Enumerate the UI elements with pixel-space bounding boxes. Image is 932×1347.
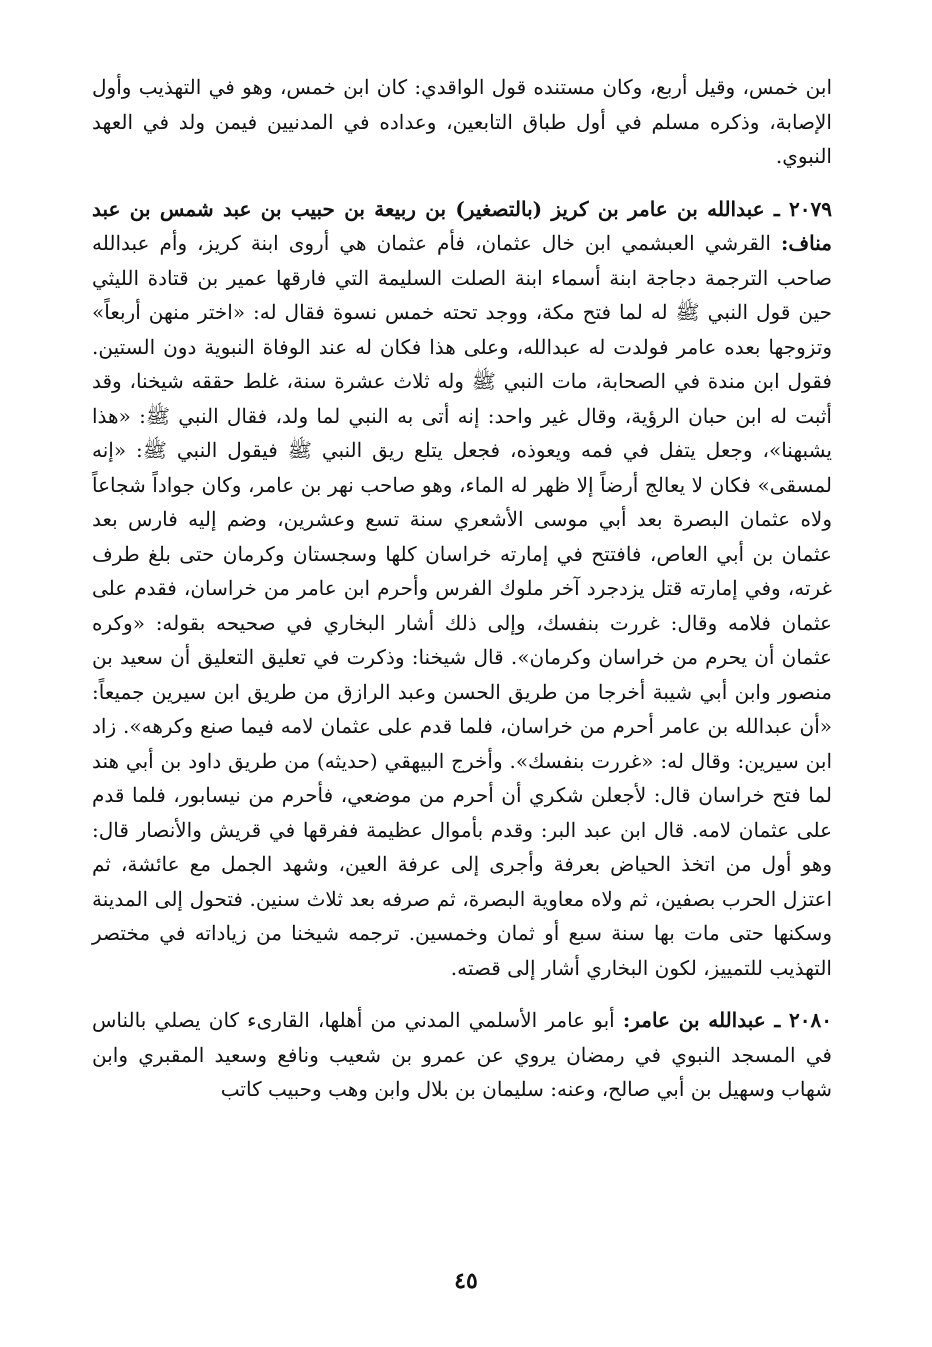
continuation-text: ابن خمس، وقيل أربع، وكان مستنده قول الواقدي: كان ابن خمس، وهو في التهذيب وأول الإصابة، وذكره مسلم في أول طباق التابعين، وعداده في المدنيين فيمن ولد في العهد النبوي. — [92, 75, 832, 168]
entry-2079-body: القرشي العبشمي ابن خال عثمان، فأم عثمان هي أروى ابنة كريز، وأم عبدالله صاحب الترجمة دجاجة ابنة أسماء ابنة الصلت السليمة التي فارقها عمير بن قتادة الليثي حين قول النبي ﷺ له لما فتح مكة، ووجد تحته خمس نسوة فقال له: «اختر منهن أربعاً» وتزوجها بعده عامر فولدت له عبدالله، وعلى هذا فكان له عند الوفاة النبوية دون الستين. فقول ابن مندة في الصحابة، مات النبي ﷺ وله ثلاث عشرة سنة، غلط حققه شيخنا، وقد أثبت له ابن حبان الرؤية، وقال غير واحد: إنه أتى به النبي لما ولد، فقال النبي ﷺ: «هذا يشبهنا»، وجعل يتفل في فمه ويعوذه، فجعل يتلع ريق النبي ﷺ فيقول النبي ﷺ: «إنه لمسقى» فكان لا يعالج أرضاً إلا ظهر له الماء، وهو صاحب نهر بن عامر، وكان جواداً شجاعاً ولاه عثمان البصرة بعد أبي موسى الأشعري سنة تسع وعشرين، وضم إليه فارس بعد عثمان بن أبي العاص، فافتتح في إمارته خراسان كلها وسجستان وكرمان حتى بلغ طرف غرته، وفي إمارته قتل يزدجرد آخر ملوك الفرس وأحرم ابن عامر من خراسان، فقدم على عثمان فلامه وقال: غررت بنفسك، وإلى ذلك أشار البخاري في صحيحه بقوله: «وكره عثمان أن يحرم من خراسان وكرمان». قال شيخنا: وذكرت في تعليق التعليق أن سعيد بن منصور وابن أبي شيبة أخرجا من طريق الحسن وعبد الرازق من طريق ابن سيرين جميعاً: «أن عبدالله بن عامر أحرم من خراسان، فلما قدم على عثمان لامه فيما صنع وكرهه». زاد ابن سيرين: وقال له: «غررت بنفسك». وأخرج البيهقي (حديثه) من طريق داود بن أبي هند لما فتح خراسان قال: لأجعلن شكري أن أحرم من موضعي، فأحرم من نيسابور، فلما قدم على عثمان لامه. قال ابن عبد البر: وقدم بأموال عظيمة ففرقها في قريش والأنصار قال: وهو أول من اتخذ الحياض بعرفة وأجرى إلى عرفة العين، وشهد الجمل مع عائشة، ثم اعتزل الحرب بصفين، ثم ولاه معاوية البصرة، ثم صرفه بعد ثلاث سنين. فتحول إلى المدينة وسكنها حتى مات بها سنة سبع أو ثمان وخمسين. ترجمه شيخنا من زياداته في مختصر التهذيب للتمييز، لكون البخاري أشار إلى قصته. — [92, 231, 832, 980]
entry-2080 — [92, 1003, 832, 1107]
entry-2080-body: أبو عامر الأسلمي المدني من أهلها، القارىء كان يصلي بالناس في المسجد النبوي في رمضان يروي عن عمرو بن شعيب ونافع وسعيد المقبري وابن شهاب وسهيل بن أبي صالح، وعنه: سليمان بن بلال وابن وهب وحبيب كاتب — [92, 1008, 832, 1101]
entry-2079-heading: ٢٠٧٩ ـ عبدالله بن عامر بن كريز (بالتصغير) بن ربيعة بن حبيب بن عبد شمس بن عبد مناف: — [92, 196, 832, 255]
entry-2080-heading: ٢٠٨٠ ـ عبدالله بن عامر: — [622, 1008, 832, 1032]
page-number: ٤٥ — [454, 1268, 478, 1294]
entry-2079 — [92, 192, 832, 986]
continuation-paragraph — [92, 70, 832, 174]
page-body — [92, 70, 832, 1307]
